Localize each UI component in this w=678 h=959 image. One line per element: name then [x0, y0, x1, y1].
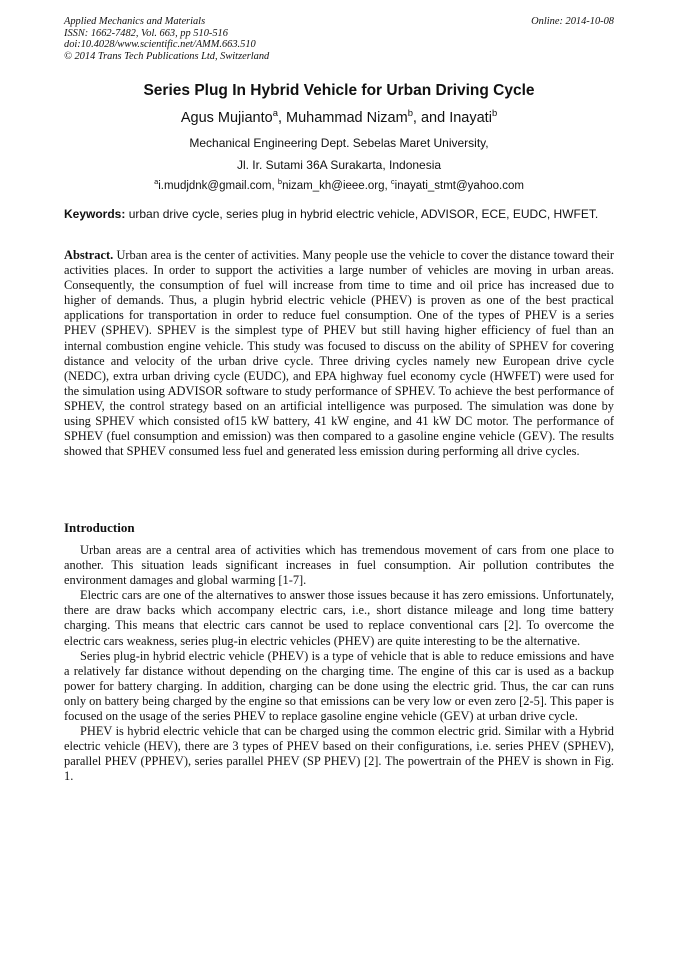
email-mark: a: [154, 177, 159, 187]
intro-paragraph: PHEV is hybrid electric vehicle that can be charged using the common electric grid. Similar with a Hybrid electric vehicle (HEV), there are 3 types of PHEV based on their configurations, i.e. series PHEV (SPHEV), parallel PHEV (PPHEV), series parallel PHEV (SP PHEV) [2]. The powertrain of the PHEV is shown in Fig. 1.: [64, 724, 614, 784]
author-name: Inayati: [449, 110, 492, 126]
author-name: Agus Mujianto: [180, 110, 273, 126]
email-list: [64, 177, 614, 192]
keywords-label: Keywords:: [64, 207, 126, 221]
online-date: Online: 2014-10-08: [531, 16, 614, 27]
keywords-section: [64, 207, 614, 222]
intro-paragraph: Electric cars are one of the alternatives to answer those issues because it has zero emissions. Unfortunately, there are draw backs which accompany electric cars, i.e., short distance mileage and long time battery charging. This means that electric cars cannot be used to replace conventional cars [2]. To overcome the electric cars weakness, series plug-in electric vehicles (PHEV) are quite interesting to be the alternative.: [64, 588, 614, 648]
affiliation-department: Mechanical Engineering Dept. Sebelas Maret University,: [189, 136, 489, 150]
intro-paragraph: Series plug-in hybrid electric vehicle (PHEV) is a type of vehicle that is able to reduce emissions and have a relatively far distance without depending on the charging time. The engine of this car is used as a backup power for battery charging. In addition, charging can be done using the electric grid. Thus, the car can runs only on battery being charged by the engine so that emissions can be very low or even zero [2-5]. This paper is focused on the usage of the series PHEV to replace gasoline engine vehicle (GEV) at urban drive cycle.: [64, 648, 614, 724]
author-list: [64, 107, 614, 126]
introduction-heading: Introduction: [64, 520, 135, 535]
journal-header: [64, 16, 614, 62]
journal-name: Applied Mechanics and Materials: [64, 16, 206, 27]
keywords-text: urban drive cycle, series plug in hybrid electric vehicle, ADVISOR, ECE, EUDC, HWFET.: [125, 207, 599, 221]
introduction-body: [64, 543, 614, 785]
abstract-section: [64, 248, 614, 459]
email-address[interactable]: i.mudjdnk@gmail.com,: [158, 180, 278, 192]
author-affil-mark: b: [491, 107, 498, 119]
email-mark: c: [390, 177, 395, 187]
author-name: Muhammad Nizam: [286, 110, 408, 126]
issn-line: ISSN: 1662-7482, Vol. 663, pp 510-516: [64, 27, 228, 39]
abstract-label: Abstract.: [64, 248, 114, 262]
email-address[interactable]: nizam_kh@ieee.org,: [282, 180, 391, 192]
author-separator: ,: [277, 110, 287, 126]
author-separator: , and: [412, 110, 450, 126]
author-affil-mark: a: [272, 107, 278, 119]
paper-title: Series Plug In Hybrid Vehicle for Urban Driving Cycle: [143, 82, 535, 99]
copyright-line: © 2014 Trans Tech Publications Ltd, Switzerland: [64, 50, 270, 62]
abstract-text: Urban area is the center of activities. Many people use the vehicle to cover the distance toward their activities places. In order to support the activities a large number of vehicles are moving in urban areas. Consequently, the consumption of fuel will increase from time to time and oil price has increased due to higher of demands. Thus, a plugin hybrid electric vehicle (PHEV) is proven as one of the best practical applications for transportation in order to reduce fuel consumption. One of the types of PHEV is a series PHEV (SPHEV). SPHEV is the simplest type of PHEV but still having higher efficiency of fuel than an internal combustion engine vehicle. This study was focused to discuss on the ability of SPHEV for covering distance and velocity of the urban drive cycle. Three driving cycles namely new European drive cycle (NEDC), extra urban driving cycle (EUDC), and EPA highway fuel economy cycle (HWFET) were used for the simulation using ADVISOR software to study performance of SPHEV. To achieve the best performance of SPHEV, the control strategy based on an artificial intelligence was purposed. The simulation was done by using SPHEV which consisted of15 kW battery, 41 kW engine, and 41 kW DC motor. The performance of SPHEV (fuel consumption and emission) was then compared to a gasoline engine vehicle (GEV). The results showed that SPHEV consumed less fuel and generated less emission during performing all drive cycles.: [64, 248, 614, 459]
affiliation-address: Jl. Ir. Sutami 36A Surakarta, Indonesia: [236, 158, 442, 172]
email-mark: b: [277, 177, 283, 187]
email-address[interactable]: inayati_stmt@yahoo.com: [394, 180, 524, 192]
author-affil-mark: b: [407, 107, 413, 119]
doi-line: doi:10.4028/www.scientific.net/AMM.663.510: [64, 39, 256, 50]
intro-paragraph: Urban areas are a central area of activities which has tremendous movement of cars from one place to another. This situation leads significant increases in fuel consumption. Air pollution contributes the environment damages and global warming [1-7].: [64, 543, 614, 588]
